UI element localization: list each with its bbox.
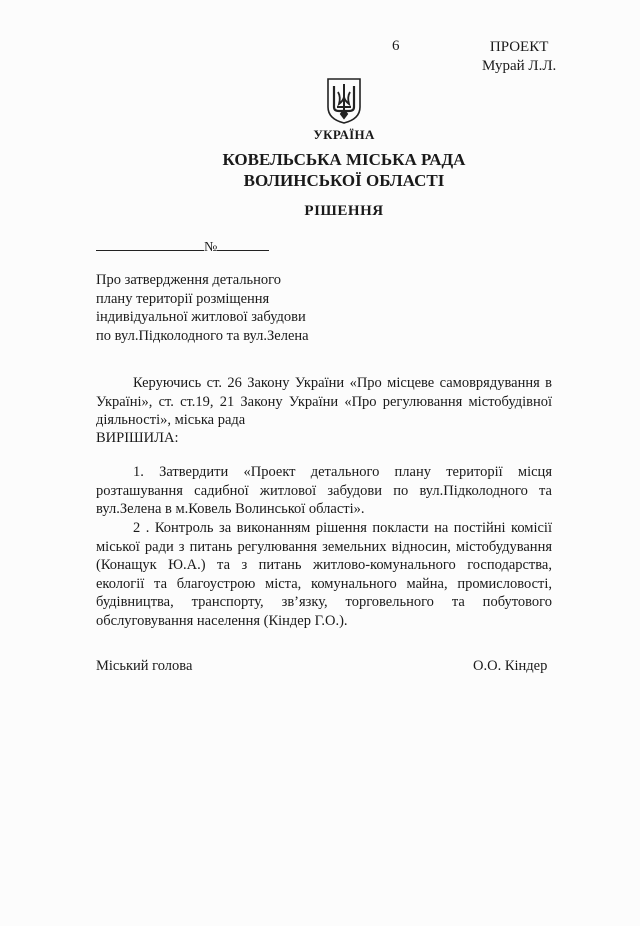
- draft-author: Мурай Л.Л.: [482, 58, 557, 74]
- signatory-name: О.О. Кіндер: [473, 658, 548, 674]
- resolved-heading: ВИРІШИЛА:: [96, 430, 179, 446]
- country-name: УКРАЇНА: [313, 127, 375, 142]
- document-title: РІШЕННЯ: [304, 203, 384, 219]
- preamble-paragraph: Керуючись ст. 26 Закону України «Про місцеве самоврядування в Україні», ст. ст.19, 21 Закону України «Про регулювання містобудівної діяльності», міська рада: [96, 375, 552, 428]
- council-name-line2: ВОЛИНСЬКОЇ ОБЛАСТІ: [243, 171, 445, 190]
- council-name-line1: КОВЕЛЬСЬКА МІСЬКА РАДА: [222, 150, 466, 169]
- draft-stamp: [482, 38, 556, 76]
- subject-line: індивідуальної житлової забудови: [96, 309, 306, 325]
- subject-line: по вул.Підколодного та вул.Зелена: [96, 327, 309, 344]
- date-number-line: [96, 237, 269, 256]
- signatory-title: Міський голова: [96, 658, 193, 674]
- trident-coat-of-arms-icon: [326, 77, 362, 125]
- resolution-item-1: 1. Затвердити «Проект детального плану території місця розташування садибної житлової забудови по вул.Підколодного та вул.Зелена в м.Ковель Волинської області».: [96, 464, 552, 517]
- subject-line: Про затвердження детального: [96, 272, 282, 288]
- decision-subject: [96, 271, 309, 345]
- number-blank: [217, 237, 269, 251]
- council-name: [0, 149, 640, 191]
- draft-label: ПРОЕКТ: [489, 39, 549, 55]
- number-sign: №: [204, 240, 218, 255]
- resolution-item-2: 2 . Контроль за виконанням рішення покласти на постійні комісії міської ради з питань регулювання земельних відносин, містобудування (Конащук Ю.А.) та з питань житлово-комунального господарства, екології та благоустрою міста, комунального майна, промисловості, будівництва, транспорту, зв’язку, торговельного та побутового обслуговування населення (Кіндер Г.О.).: [96, 520, 552, 629]
- subject-line: плану території розміщення: [96, 290, 270, 307]
- date-blank: [96, 237, 204, 251]
- page-number: 6: [392, 38, 400, 54]
